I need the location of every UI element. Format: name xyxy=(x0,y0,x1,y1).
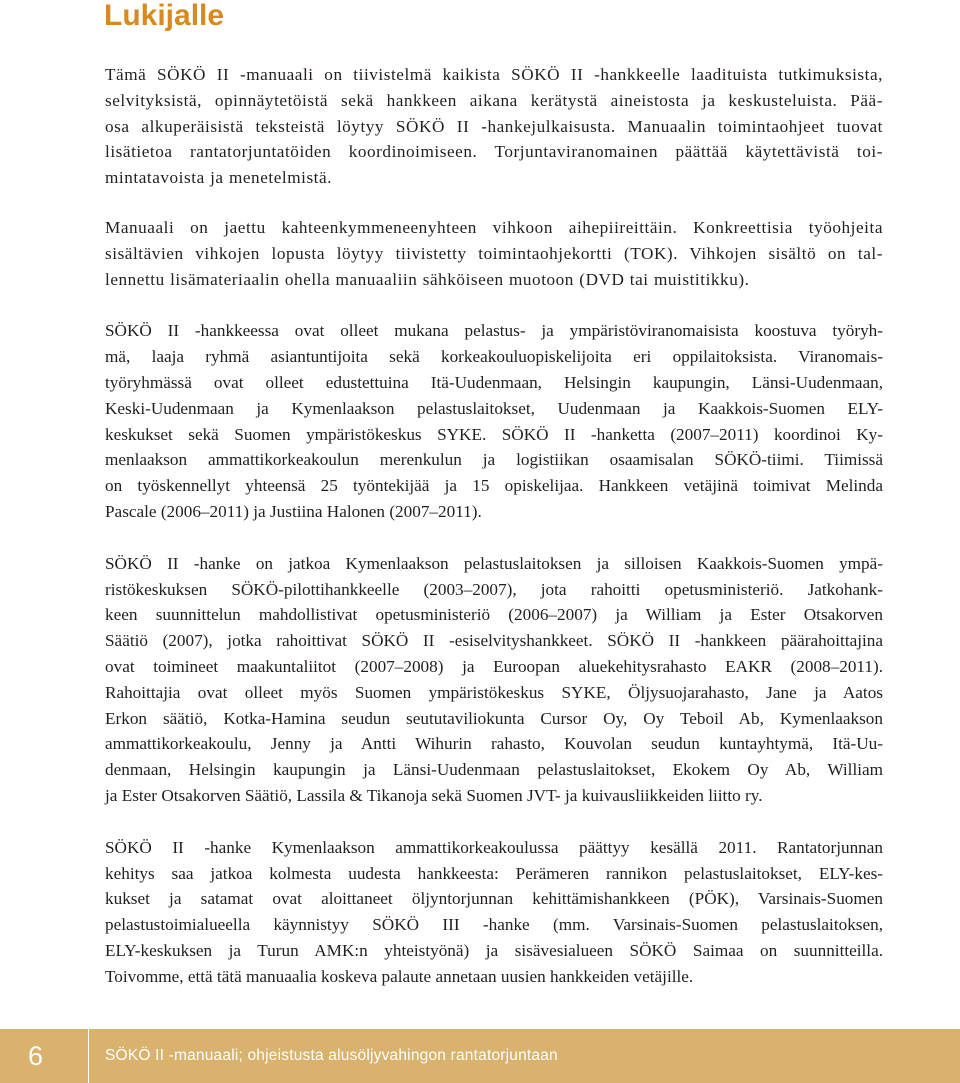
text-line: pelastustoimialueella käynnistyy SÖKÖ III -hanke (mm. Varsinais-Suomen pelastuslaitoksen, xyxy=(105,915,883,935)
text-line: työryhmässä ovat olleet edustettuina Itä-Uudenmaan, Helsingin kaupungin, Länsi-Uudenmaan, xyxy=(105,372,883,392)
text-line: keskukset sekä Suomen ympäristökeskus SYKE. SÖKÖ II -hanketta (2007–2011) koordinoi Ky- xyxy=(105,424,883,444)
text-line: Keski-Uudenmaan ja Kymenlaakson pelastuslaitokset, Uudenmaan ja Kaakkois-Suomen ELY- xyxy=(105,398,883,418)
page-title: Lukijalle xyxy=(104,0,225,32)
page-footer xyxy=(0,1029,960,1083)
text-line: Pascale (2006–2011) ja Justiina Halonen (2007–2011). xyxy=(105,501,482,521)
text-line: osa alkuperäisistä teksteistä löytyy SÖKÖ II -hankejulkaisusta. Manuaalin toimintaohjeet tuovat xyxy=(105,116,883,136)
text-line: Tämä SÖKÖ II -manuaali on tiivistelmä kaikista SÖKÖ II -hankkeelle laadituista tutkimuksista, xyxy=(105,65,883,84)
page-number: 6 xyxy=(28,1041,44,1071)
text-line: Säätiö (2007), jotka rahoittivat SÖKÖ II -esiselvityshankkeet. SÖKÖ II -hankkeen päärahoittajina xyxy=(105,631,883,651)
text-line: kehitys saa jatkoa kolmesta uudesta hankkeesta: Perämeren rannikon pelastuslaitokset, ELY-kes- xyxy=(105,863,883,883)
text-line: SÖKÖ II -hanke Kymenlaakson ammattikorkeakoulussa päättyy kesällä 2011. Rantatorjunnan xyxy=(105,837,883,857)
text-line: on työskennellyt yhteensä 25 työntekijää ja 15 opiskelijaa. Hankkeen vetäjinä toimivat Melinda xyxy=(105,476,883,496)
body-text xyxy=(105,62,883,990)
text-line: ELY-keskuksen ja Turun AMK:n yhteistyönä) ja sisävesialueen SÖKÖ Saimaa on suunnitteilla. xyxy=(105,940,883,960)
paragraph-future xyxy=(105,835,883,990)
text-line: mintatavoista ja menetelmistä. xyxy=(105,168,333,188)
text-line: Rahoittajia ovat olleet myös Suomen ympäristökeskus SYKE, Öljysuojarahasto, Jane ja Aatos xyxy=(105,682,883,702)
paragraph-funding xyxy=(105,551,883,809)
text-line: ovat toimineet maakuntaliitot (2007–2008) ja Euroopan aluekehitysrahasto EAKR (2008–2011). xyxy=(105,656,883,676)
paragraph-team xyxy=(105,318,883,524)
text-line: Manuaali on jaettu kahteenkymmeneenyhteen vihkoon aihepiireittäin. Konkreettisia työohjeita xyxy=(105,217,883,237)
text-line: lennettu lisämateriaalin ohella manuaaliin sähköiseen muotoon (DVD tai muistitikku). xyxy=(105,269,750,289)
text-line: mä, laaja ryhmä asiantuntijoita sekä korkeakouluopiskelijoita eri oppilaitoksista. Viranomais- xyxy=(105,347,883,367)
text-line: ammattikorkeakoulu, Jenny ja Antti Wihurin rahasto, Kouvolan seudun kuntayhtymä, Itä-Uu- xyxy=(105,734,883,754)
text-line: denmaan, Helsingin kaupungin ja Länsi-Uudenmaan pelastuslaitokset, Ekokem Oy Ab, William xyxy=(105,760,883,780)
running-title: SÖKÖ II -manuaali; ohjeistusta alusöljyvahingon rantatorjuntaan xyxy=(105,1047,558,1064)
text-line: keen suunnittelun mahdollistivat opetusministeriö (2006–2007) ja William ja Ester Otsakorven xyxy=(105,605,883,625)
footer-divider xyxy=(88,1029,89,1083)
paragraph-structure xyxy=(105,215,883,292)
text-line: kukset ja satamat ovat aloittaneet öljyntorjunnan kehittämishankkeen (PÖK), Varsinais-Suomen xyxy=(105,889,883,909)
text-line: SÖKÖ II -hankkeessa ovat olleet mukana pelastus- ja ympäristöviranomaisista koostuva työryh- xyxy=(105,321,883,341)
paragraph-intro xyxy=(105,62,883,191)
text-line: SÖKÖ II -hanke on jatkoa Kymenlaakson pelastuslaitoksen ja silloisen Kaakkois-Suomen ympä- xyxy=(105,553,883,573)
text-line: ristökeskuksen SÖKÖ-pilottihankkeelle (2003–2007), jota rahoitti opetusministeriö. Jatkohank- xyxy=(105,579,883,599)
text-line: ja Ester Otsakorven Säätiö, Lassila & Tikanoja sekä Suomen JVT- ja kuivausliikkeiden liitto ry. xyxy=(105,785,763,805)
text-line: selvityksistä, opinnäytetöistä sekä hankkeen aikana kerätystä aineistosta ja keskusteluista. Pää- xyxy=(105,90,883,110)
text-line: Erkon säätiö, Kotka-Hamina seudun seututaviliokunta Cursor Oy, Oy Teboil Ab, Kymenlaakson xyxy=(105,708,883,728)
text-line: menlaakson ammattikorkeakoulun merenkulun ja logistiikan osaamisalan SÖKÖ-tiimi. Tiimissä xyxy=(105,450,883,470)
text-line: Toivomme, että tätä manuaalia koskeva palaute annetaan uusien hankkeiden vetäjille. xyxy=(105,966,694,986)
text-line: lisätietoa rantatorjuntatöiden koordinoimiseen. Torjuntaviranomainen päättää käytettävistä toi- xyxy=(105,142,883,162)
text-line: sisältävien vihkojen lopusta löytyy tiivistetty toimintaohjekortti (TOK). Vihkojen sisältö on tal- xyxy=(105,243,883,263)
